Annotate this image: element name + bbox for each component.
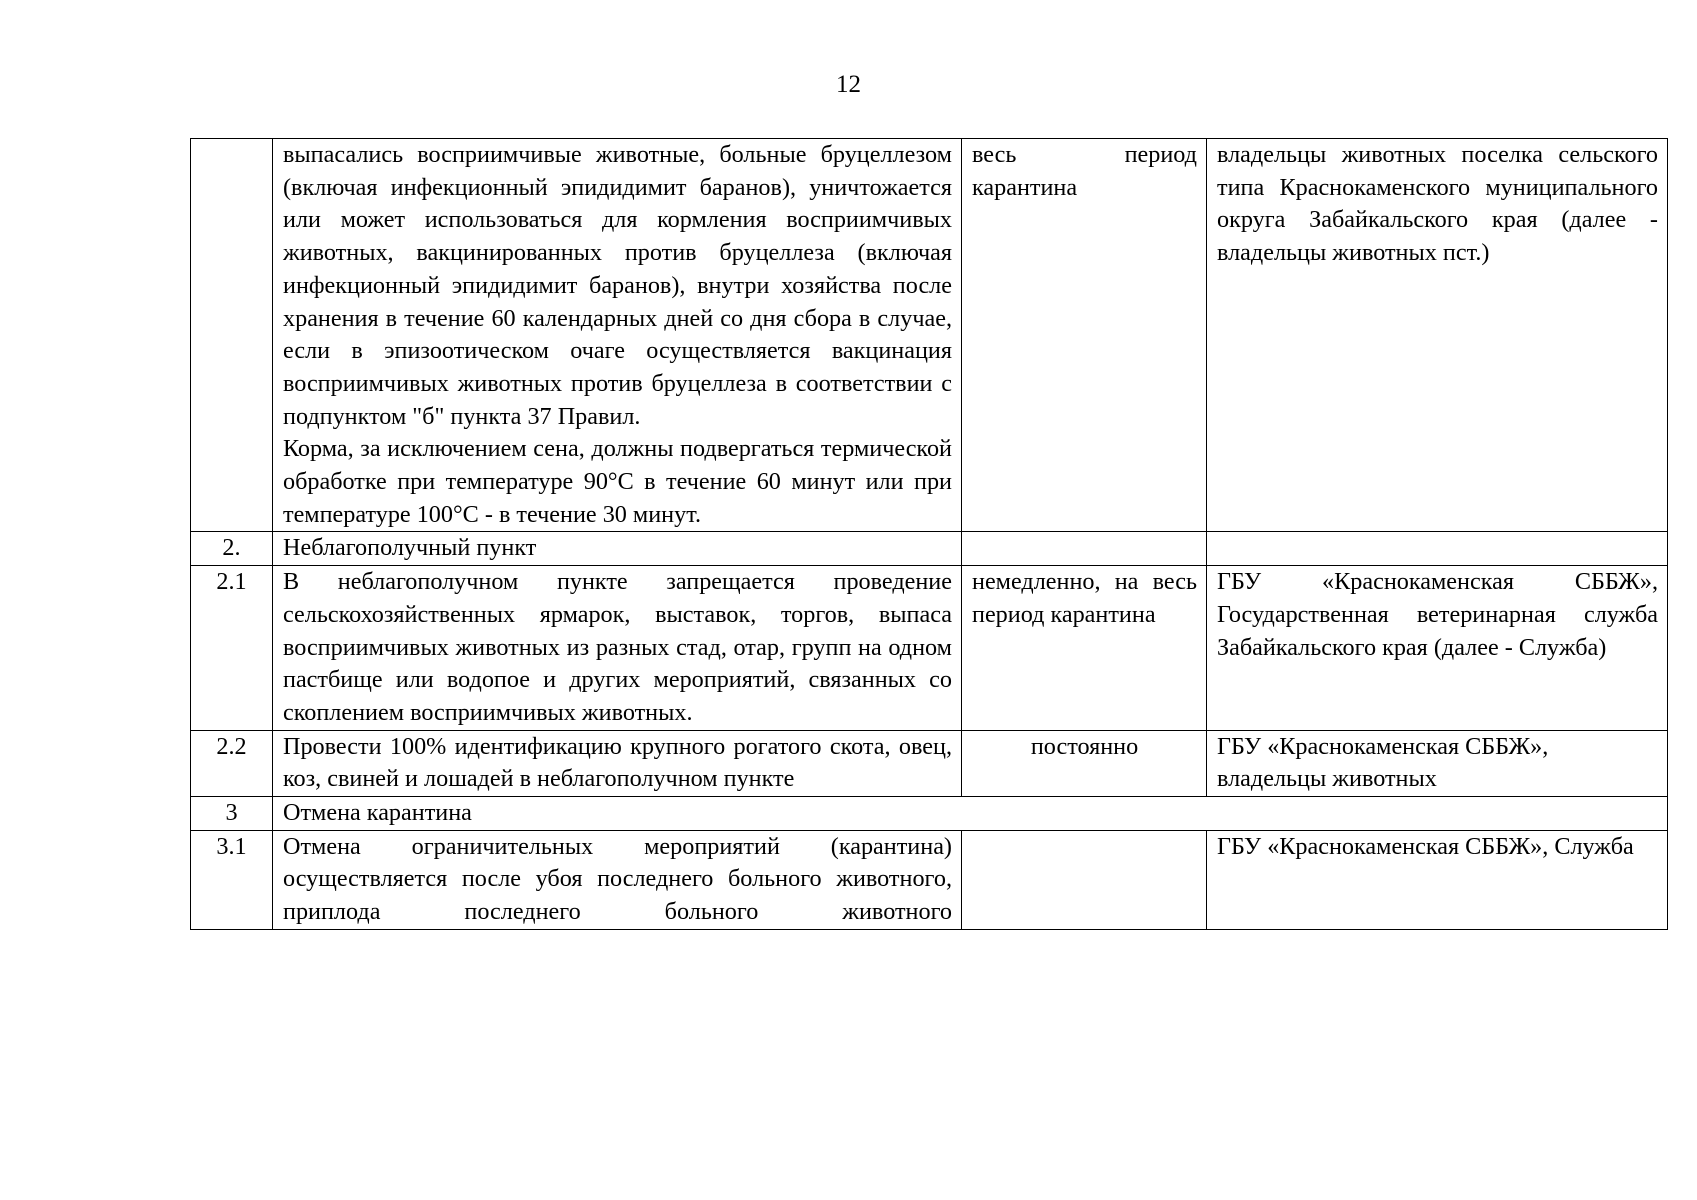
responsible-cell [1207,532,1668,566]
row-number: 2.1 [191,566,273,731]
responsible-cell: ГБУ «Краснокаменская СББЖ», Служба [1207,830,1668,929]
measure-paragraph: Провести 100% идентификацию крупного рогатого скота, овец, коз, свиней и лошадей в неблагополучном пункте [283,732,952,793]
table-row [191,566,1668,731]
measure-text [273,139,962,532]
measure-paragraph: Корма, за исключением сена, должны подвергаться термической обработке при температуре 90°С в течение 60 минут или при температуре 100°С - в течение 30 минут. [283,435,952,528]
section-row [191,797,1668,831]
deadline-cell [962,532,1207,566]
responsible-cell: ГБУ «Краснокаменская СББЖ», владельцы животных [1207,730,1668,796]
deadline-cell [962,830,1207,929]
deadline-cell: весь период карантина [962,139,1207,532]
page-number: 12 [836,71,861,98]
responsible-cell: владельцы животных поселка сельского типа Краснокаменского муниципального округа Забайкальского края (далее - владельцы животных пст.) [1207,139,1668,532]
deadline-cell: постоянно [962,730,1207,796]
table-row [191,830,1668,929]
measure-paragraph: Отмена ограничительных мероприятий (карантина) осуществляется после убоя последнего больного животного, приплода последнего больного животного [283,832,952,926]
measure-text [273,830,962,929]
row-number: 2.2 [191,730,273,796]
measures-table [190,138,1668,930]
table-row [191,139,1668,532]
table-row [191,730,1668,796]
measure-paragraph: В неблагополучном пункте запрещается проведение сельскохозяйственных ярмарок, выставок, торгов, выпаса восприимчивых животных из разных стад, отар, групп на одном пастбище или водопое и других мероприятий, связанных со скоплением восприимчивых животных. [283,568,952,726]
measure-paragraph: выпасались восприимчивые животные, больные бруцеллезом (включая инфекционный эпидидимит баранов), уничтожается или может использоваться для кормления восприимчивых животных, вакцинированных против бруцеллеза (включая инфекционный эпидидимит баранов), внутри хозяйства после хранения в течение 60 календарных дней со дня сбора в случае, если в эпизоотическом очаге осуществляется вакцинация восприимчивых животных против бруцеллеза в соответствии с подпунктом "б" пункта 37 Правил. [283,141,952,430]
section-row [191,532,1668,566]
responsible-cell: ГБУ «Краснокаменская СББЖ», Государственная ветеринарная служба Забайкальского края (далее - Служба) [1207,566,1668,731]
section-title: Отмена карантина [273,797,1668,831]
row-number: 3.1 [191,830,273,929]
measure-text [273,730,962,796]
section-title: Неблагополучный пункт [273,532,962,566]
row-number [191,139,273,532]
row-number: 2. [191,532,273,566]
deadline-cell: немедленно, на весь период карантина [962,566,1207,731]
measure-text [273,566,962,731]
row-number: 3 [191,797,273,831]
